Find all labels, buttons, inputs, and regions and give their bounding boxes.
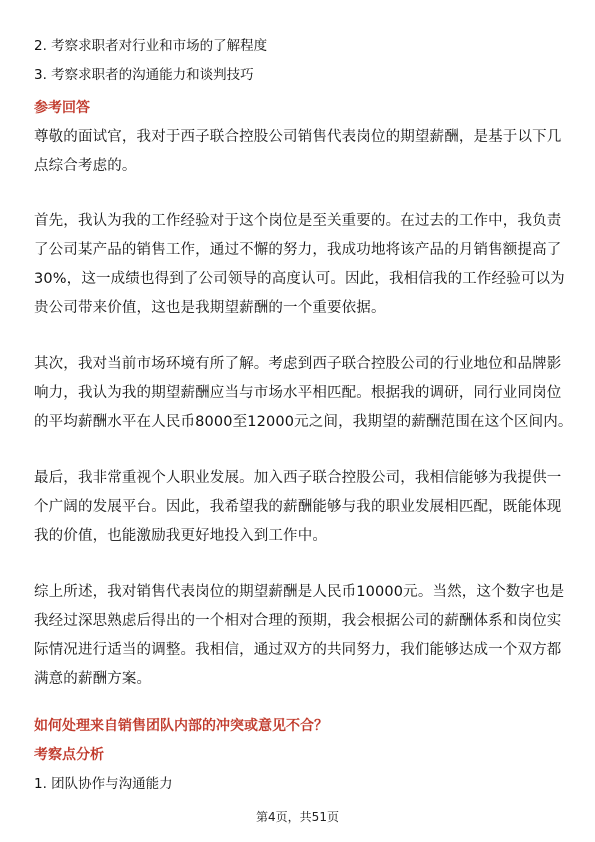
intro-item: 3. 考察求职者的沟通能力和谈判技巧 [34,67,254,83]
paragraph-line: 贵公司带来价值，这也是我期望薪酬的一个重要依据。 [34,300,386,316]
paragraph-line: 我的价值，也能激励我更好地投入到工作中。 [34,528,327,544]
paragraph-line: 最后，我非常重视个人职业发展。加入西子联合控股公司，我相信能够为我提供一 [34,470,562,486]
paragraph-line: 了公司某产品的销售工作，通过不懈的努力，我成功地将该产品的月销售额提高了 [34,242,562,258]
paragraph-line: 满意的薪酬方案。 [34,671,152,687]
paragraph-line: 首先，我认为我的工作经验对于这个岗位是至关重要的。在过去的工作中，我负责 [34,213,562,229]
intro-item: 2. 考察求职者对行业和市场的了解程度 [34,38,268,54]
paragraph-line: 响力，我认为我的期望薪酬应当与市场水平相匹配。根据我的调研，同行业同岗位 [34,385,562,401]
paragraph-line: 点综合考虑的。 [34,158,137,174]
analysis-heading: 考察点分析 [34,747,104,763]
page-number: 第4页，共51页 [256,810,339,824]
paragraph-line: 其次，我对当前市场环境有所了解。考虑到西子联合控股公司的行业地位和品牌影 [34,356,562,372]
paragraph-line: 际情况进行适当的调整。我相信，通过双方的共同努力，我们能够达成一个双方都 [34,642,562,658]
paragraph-line: 我经过深思熟虑后得出的一个相对合理的预期，我会根据公司的薪酬体系和岗位实 [34,613,562,629]
paragraph-line: 综上所述，我对销售代表岗位的期望薪酬是人民币10000元。当然，这个数字也是 [34,584,565,600]
answer-heading: 参考回答 [34,100,90,116]
paragraph-line: 尊敬的面试官，我对于西子联合控股公司销售代表岗位的期望薪酬，是基于以下几 [34,129,562,145]
analysis-item: 1. 团队协作与沟通能力 [34,776,173,792]
paragraph-line: 的平均薪酬水平在人民币8000至12000元之间，我期望的薪酬范围在这个区间内。 [34,414,573,430]
question-heading: 如何处理来自销售团队内部的冲突或意见不合？ [34,718,328,734]
paragraph-line: 个广阔的发展平台。因此，我希望我的薪酬能够与我的职业发展相匹配，既能体现 [34,499,562,515]
paragraph-line: 30%，这一成绩也得到了公司领导的高度认可。因此，我相信我的工作经验可以为 [34,271,565,287]
